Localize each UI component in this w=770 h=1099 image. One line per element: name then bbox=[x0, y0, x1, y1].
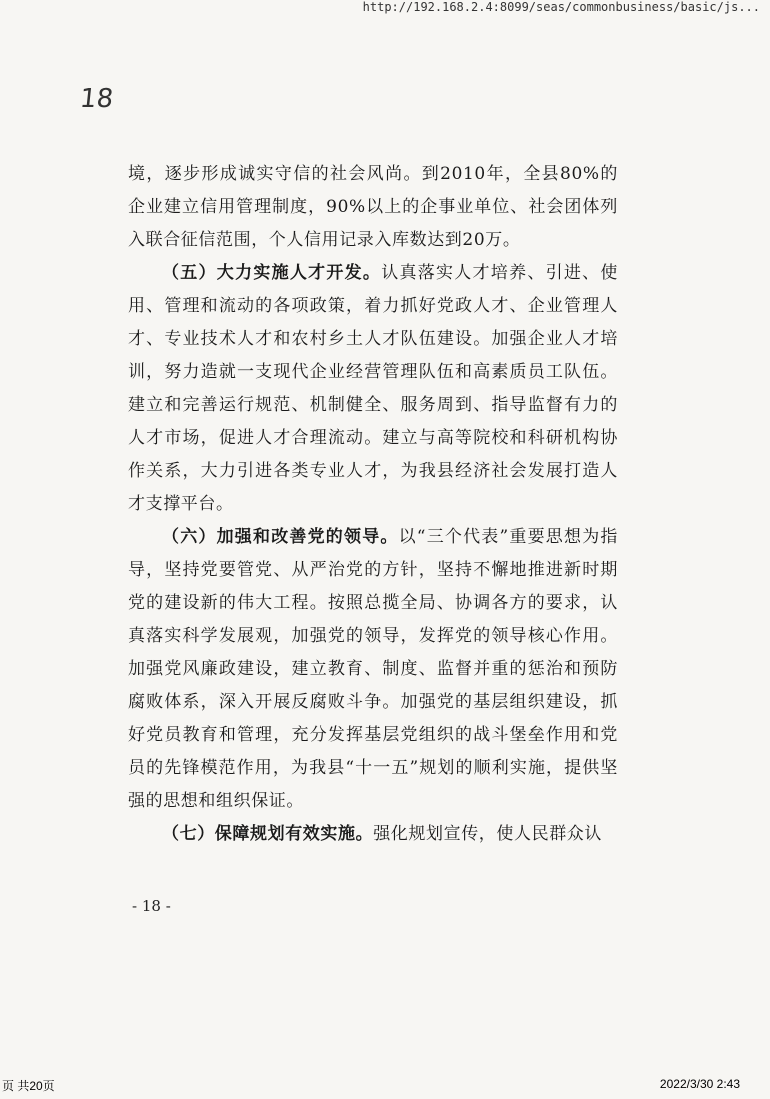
paragraph-text: 以“三个代表”重要思想为指导，坚持党要管党、从严治党的方针，坚持不懈地推进新时期党的建设新的伟大工程。按照总揽全局、协调各方的要求，认真落实科学发展观，加强党的领导，发挥党的领导核心作用。加强党风廉政建设，建立教育、制度、监督并重的惩治和预防腐败体系，深入开展反腐败斗争。加强党的基层组织建设，抓好党员教育和管理，充分发挥基层党组织的战斗堡垒作用和党员的先锋模范作用，为我县“十一五”规划的顺利实施，提供坚强的思想和组织保证。 bbox=[128, 527, 618, 811]
paragraph-talent-development bbox=[128, 257, 618, 521]
page-number: - 18 - bbox=[132, 897, 171, 915]
handwritten-page-mark: 18 bbox=[78, 84, 115, 114]
print-footer-page-info: 页 共20页 bbox=[2, 1079, 55, 1093]
section-heading-6: （六）加强和改善党的领导。 bbox=[162, 527, 399, 547]
paragraph-continuation bbox=[128, 158, 618, 257]
section-heading-7: （七）保障规划有效实施。 bbox=[162, 824, 374, 844]
paragraph-text: 强化规划宣传，使人民群众认 bbox=[373, 824, 603, 844]
section-heading-5: （五）大力实施人才开发。 bbox=[162, 263, 382, 283]
print-footer-timestamp: 2022/3/30 2:43 bbox=[659, 1077, 740, 1091]
document-body bbox=[128, 158, 618, 851]
paragraph-plan-implementation bbox=[128, 818, 618, 851]
print-header-url: http://192.168.2.4:8099/seas/commonbusiness/basic/js... bbox=[362, 0, 760, 14]
paragraph-party-leadership bbox=[128, 521, 618, 818]
paragraph-text: 境，逐步形成诚实守信的社会风尚。到2010年，全县80%的企业建立信用管理制度，90%以上的企事业单位、社会团体列入联合征信范围，个人信用记录入库数达到20万。 bbox=[128, 164, 618, 250]
paragraph-text: 认真落实人才培养、引进、使用、管理和流动的各项政策，着力抓好党政人才、企业管理人才、专业技术人才和农村乡土人才队伍建设。加强企业人才培训，努力造就一支现代企业经营管理队伍和高素质员工队伍。建立和完善运行规范、机制健全、服务周到、指导监督有力的人才市场，促进人才合理流动。建立与高等院校和科研机构协作关系，大力引进各类专业人才，为我县经济社会发展打造人才支撑平台。 bbox=[128, 263, 618, 514]
